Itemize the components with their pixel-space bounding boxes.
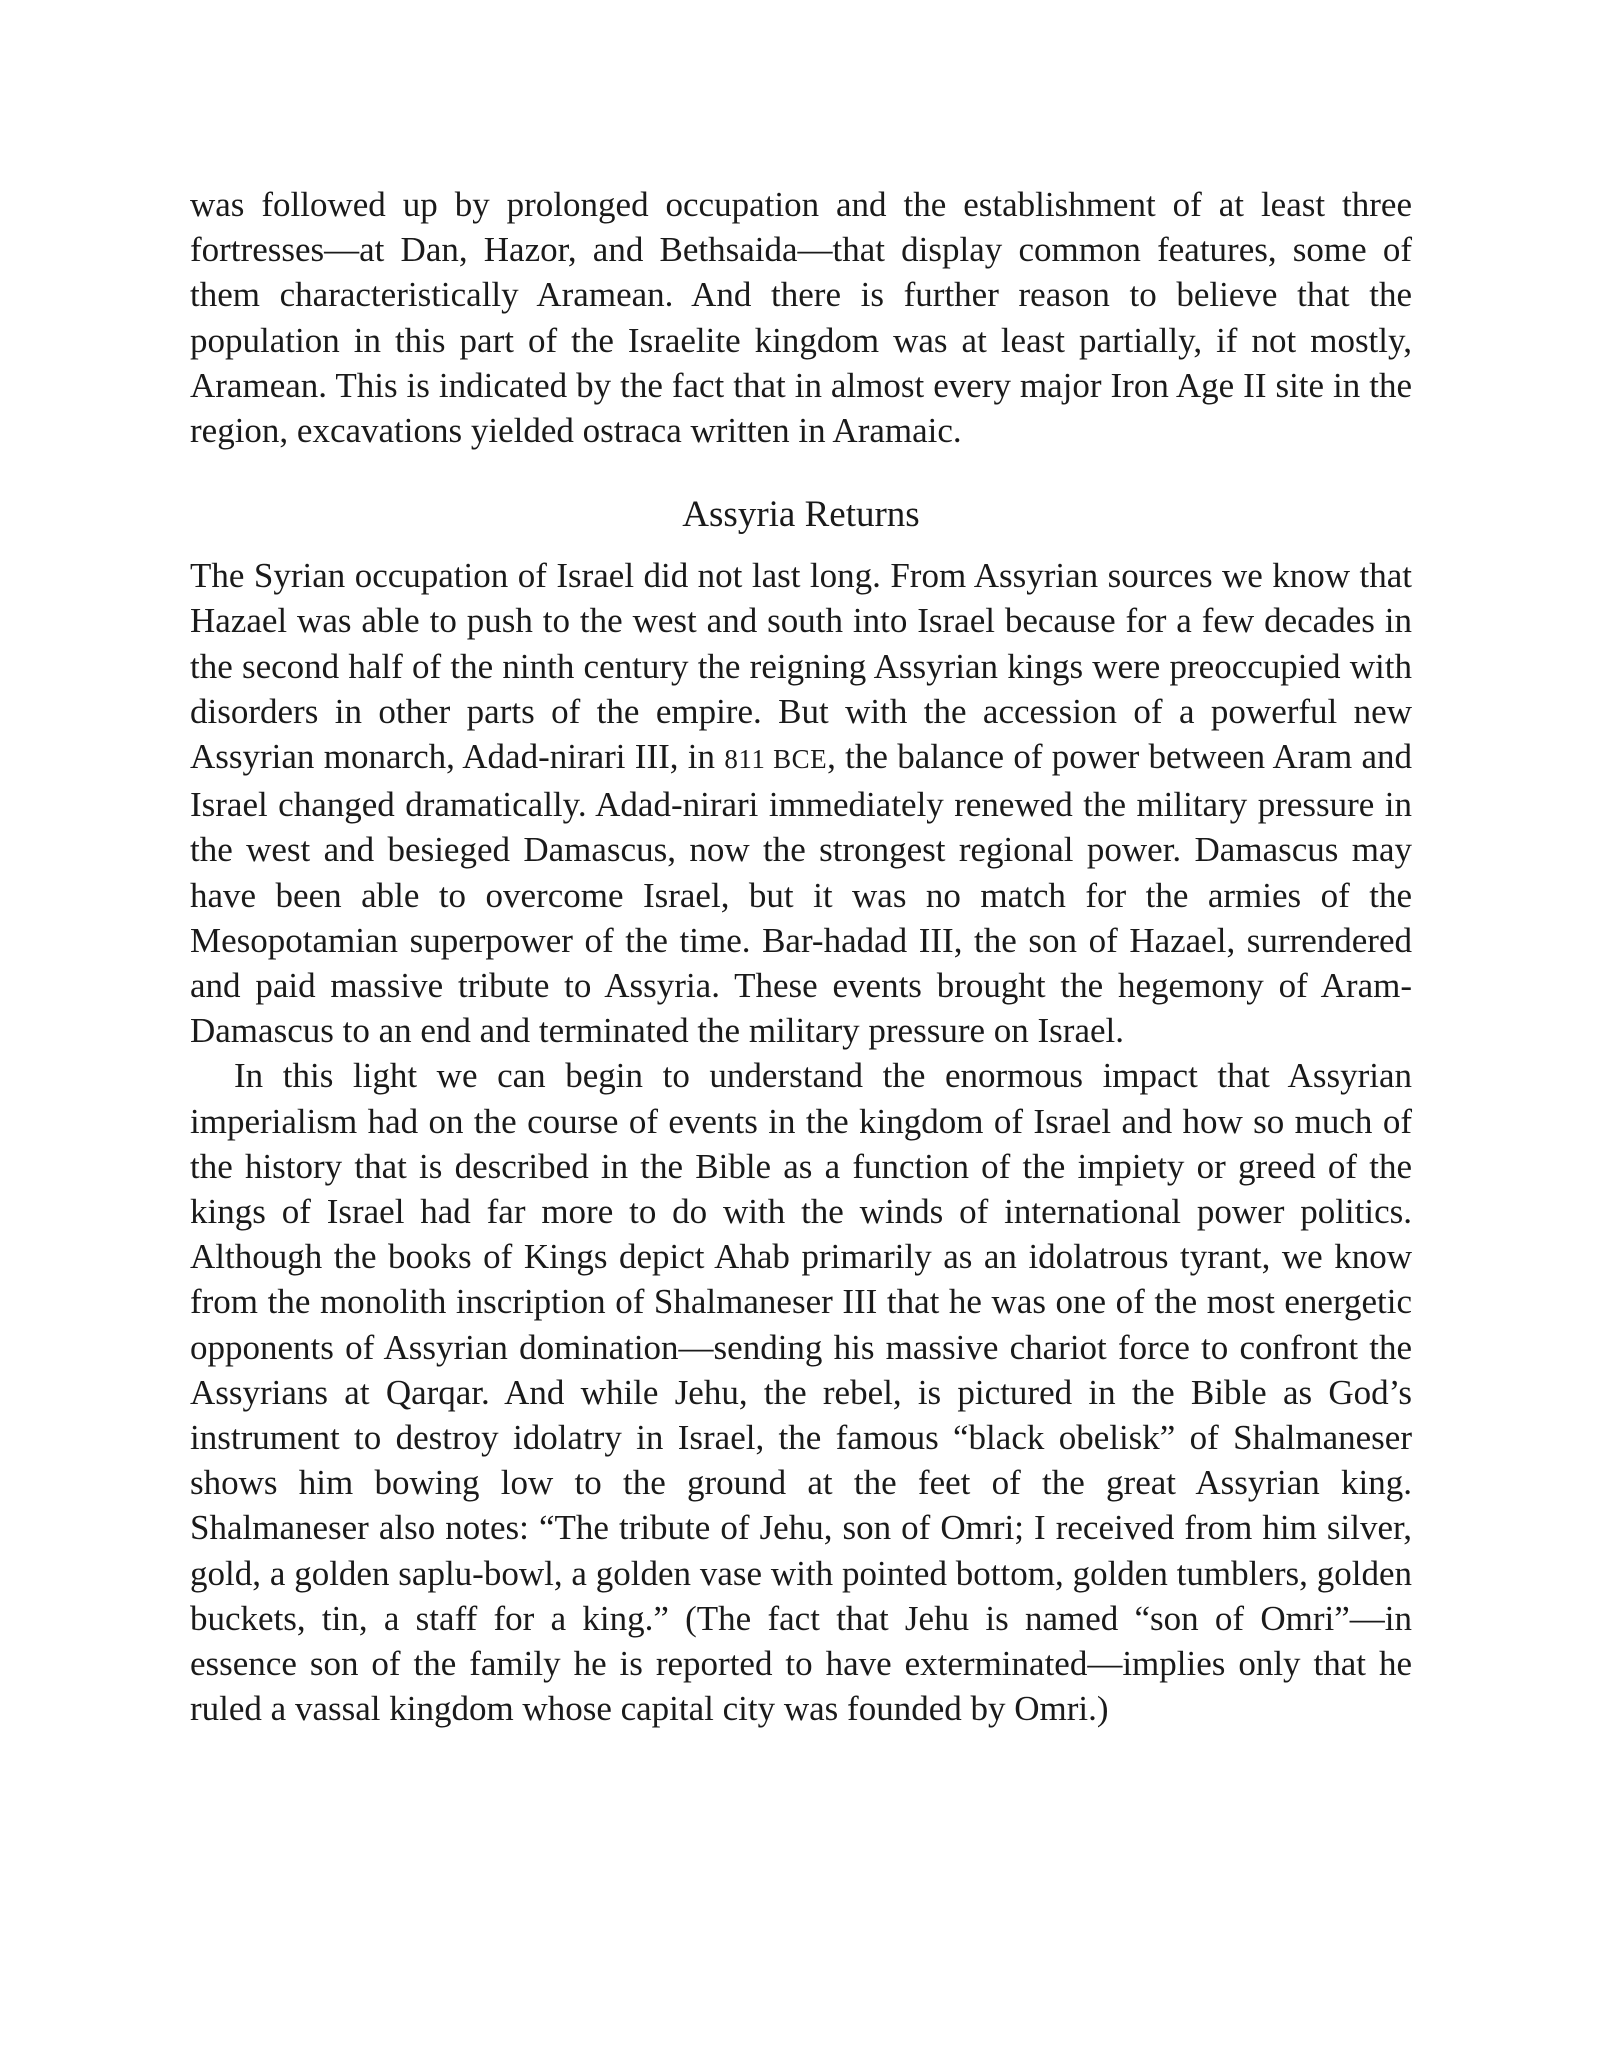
section-paragraph-2: In this light we can begin to understand the enormous impact that Assyrian imperialism had on the course of events in the kingdom of Israel and how so much of the history that is described in the Bible as a function of the impiety or greed of the kings of Israel had far more to do with the winds of international power politics. Although the books of Kings depict Ahab primarily as an idolatrous tyrant, we know from the monolith inscription of Shalmaneser III that he was one of the most energetic opponents of Assyrian domination—sending his massive chariot force to confront the Assyrians at Qarqar. And while Jehu, the rebel, is pictured in the Bible as God’s instrument to destroy idolatry in Israel, the famous “black obelisk” of Shalmaneser shows him bowing low to the ground at the feet of the great Assyrian king. Shalmaneser also notes: “The tribute of Jehu, son of Omri; I received from him silver, gold, a golden saplu-bowl, a golden vase with pointed bottom, golden tumblers, golden buckets, tin, a staff for a king.” (The fact that Jehu is named “son of Omri”—in essence son of the family he is reported to have exterminated—implies only that he ruled a vassal kingdom whose capital city was founded by Omri.) (190, 1056, 1412, 1729)
date-small-caps: 811 BCE (724, 744, 828, 775)
book-page (190, 182, 1412, 1732)
section-heading: Assyria Returns (682, 494, 920, 536)
continued-paragraph: was followed up by prolonged occupation and the establishment of at least three fortresses—at Dan, Hazor, and Bethsaida—that display common features, some of them characteristically Aramean. And there is further reason to believe that the population in this part of the Israelite kingdom was at least partially, if not mostly, Aramean. This is indicated by the fact that in almost every major Iron Age II site in the region, excavations yielded ostraca written in Aramaic. (190, 185, 1412, 451)
section-paragraph-1 (190, 553, 1412, 1053)
paragraph-text: , the balance of power between Aram and Israel changed dramatically. Adad-nirari immediately renewed the military pressure in the west and besieged Damascus, now the strongest regional power. Damascus may have been able to overcome Israel, but it was no match for the armies of the Mesopotamian superpower of the time. Bar-hadad III, the son of Hazael, surrendered and paid massive tribute to Assyria. These events brought the hegemony of Aram-Damascus to an end and terminated the military pressure on Israel. (190, 737, 1413, 1051)
paragraph-text: The Syrian occupation of Israel did not last long. From Assyrian sources we know that Hazael was able to push to the west and south into Israel because for a few decades in the second half of the ninth century the reigning Assyrian kings were preoccupied with disorders in other parts of the empire. But with the accession of a powerful new Assyrian monarch, Adad-nirari III, in (190, 556, 1412, 777)
